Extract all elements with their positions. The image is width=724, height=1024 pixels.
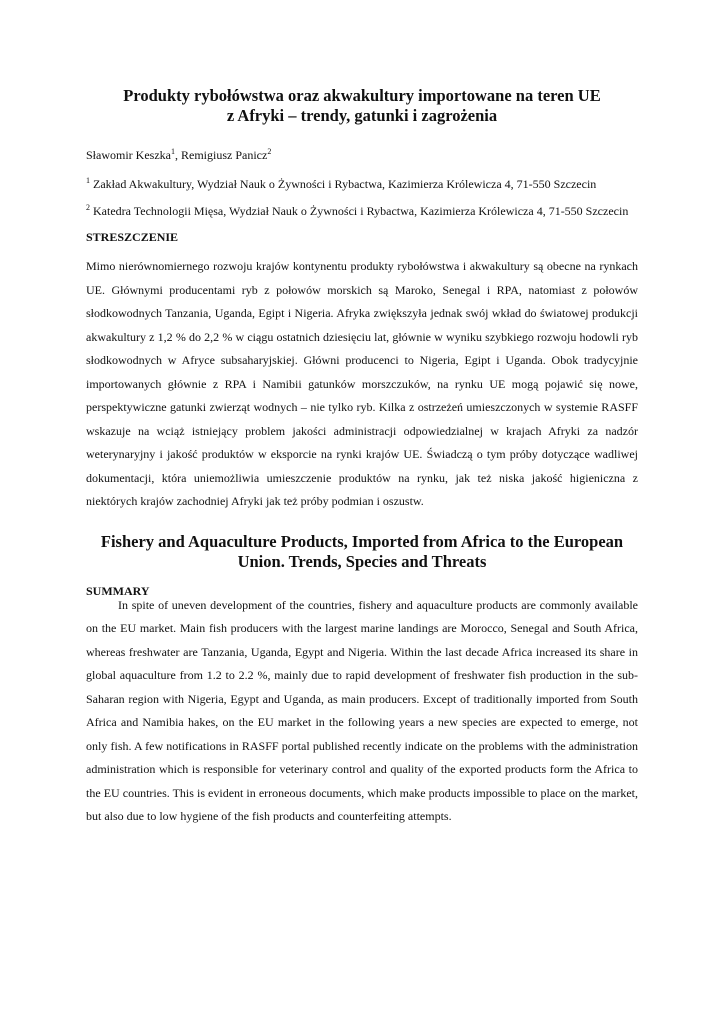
- streszczenie-text: Mimo nierównomiernego rozwoju krajów kontynentu produkty rybołówstwa i akwakultury są obecne na rynkach UE. Głównymi producentami ryb z połowów morskich są Maroko, Senegal i RPA, natomiast z połowów słodkowodnych Tanzania, Uganda, Egipt i Nigeria. Afryka zwiększyła jednak swój wkład do światowej produkcji akwakultury z 1,2 % do 2,2 % w ciągu ostatnich dziesięciu lat, głównie w wyniku szybkiego rozwoju hodowli ryb słodkowodnych w Afryce subsaharyjskiej. Główni producenci to Nigeria, Egipt i Uganda. Obok tradycyjnie importowanych głównie z RPA i Namibii gatunków morszczuków, na rynku UE mogą pojawić się nowe, perspektywiczne gatunki zwierząt wodnych – nie tylko ryb. Kilka z ostrzeżeń umieszczonych w systemie RASFF wskazuje na wciąż istniejący problem jakości administracji odpowiedzialnej w krajach Afryki za nadzór weterynaryjny i jakość produktów w eksporcie na rynki krajów UE. Świadczą o tym próby dotyczące wadliwej dokumentacji, która uniemożliwia umieszczenie produktów na rynku, jak też niska jakość higieniczna z niektórych krajów zachodniej Afryki jak też próby podmian i oszustw.: [86, 259, 638, 508]
- english-title-line-2: Union. Trends, Species and Threats: [237, 551, 487, 571]
- polish-title: [86, 86, 638, 126]
- affiliation-1-marker: 1: [86, 176, 90, 185]
- author-1-name: Sławomir Keszka: [86, 148, 171, 162]
- paper-content: [86, 86, 638, 829]
- polish-title-line-2: z Afryki – trendy, gatunki i zagrożenia: [226, 106, 498, 125]
- affiliation-2: [86, 203, 638, 220]
- english-title-line-1: Fishery and Aquaculture Products, Imported from Africa to the European: [100, 531, 624, 551]
- affiliation-2-text: Katedra Technologii Mięsa, Wydział Nauk o Żywności i Rybactwa, Kazimierza Królewicza 4, 71-550 Szczecin: [90, 204, 629, 218]
- polish-title-line-1: Produkty rybołówstwa oraz akwakultury importowane na teren UE: [123, 86, 601, 105]
- author-2-affiliation-marker: 2: [267, 147, 272, 156]
- affiliation-1: [86, 176, 638, 193]
- affiliation-2-marker: 2: [86, 203, 90, 212]
- summary-heading: SUMMARY: [86, 583, 150, 598]
- affiliation-1-text: Zakład Akwakultury, Wydział Nauk o Żywności i Rybactwa, Kazimierza Królewicza 4, 71-550 Szczecin: [90, 177, 597, 191]
- authors-line: [86, 148, 638, 163]
- author-1-affiliation-marker: 1: [170, 147, 175, 156]
- summary-text: In spite of uneven development of the countries, fishery and aquaculture products are commonly available on the EU market. Main fish producers with the largest marine landings are Morocco, Senegal and South Africa, whereas freshwater are Tanzania, Uganda, Egypt and Nigeria. Within the last decade Africa increased its share in global aquaculture from 1.2 to 2.2 %, mainly due to rapid development of freshwater fish production in the sub-Saharan region with Nigeria, Egypt and Uganda, as main producers. Except of traditionally imported from South Africa and Namibia hakes, on the EU market in the following years a new species are expected to emerge, not only fish. A few notifications in RASFF portal published recently indicate on the problems with the administration administration which is responsible for veterinary control and quality of the exported products form the Africa to the EU countries. This is evident in erroneous documents, which make products impossible to place on the market, but also due to low hygiene of the fish products and counterfeiting attempts.: [86, 597, 638, 823]
- author-2-name: Remigiusz Panicz: [180, 148, 268, 162]
- streszczenie-heading: STRESZCZENIE: [86, 230, 179, 244]
- author-separator: ,: [174, 148, 181, 162]
- english-title: [86, 532, 638, 572]
